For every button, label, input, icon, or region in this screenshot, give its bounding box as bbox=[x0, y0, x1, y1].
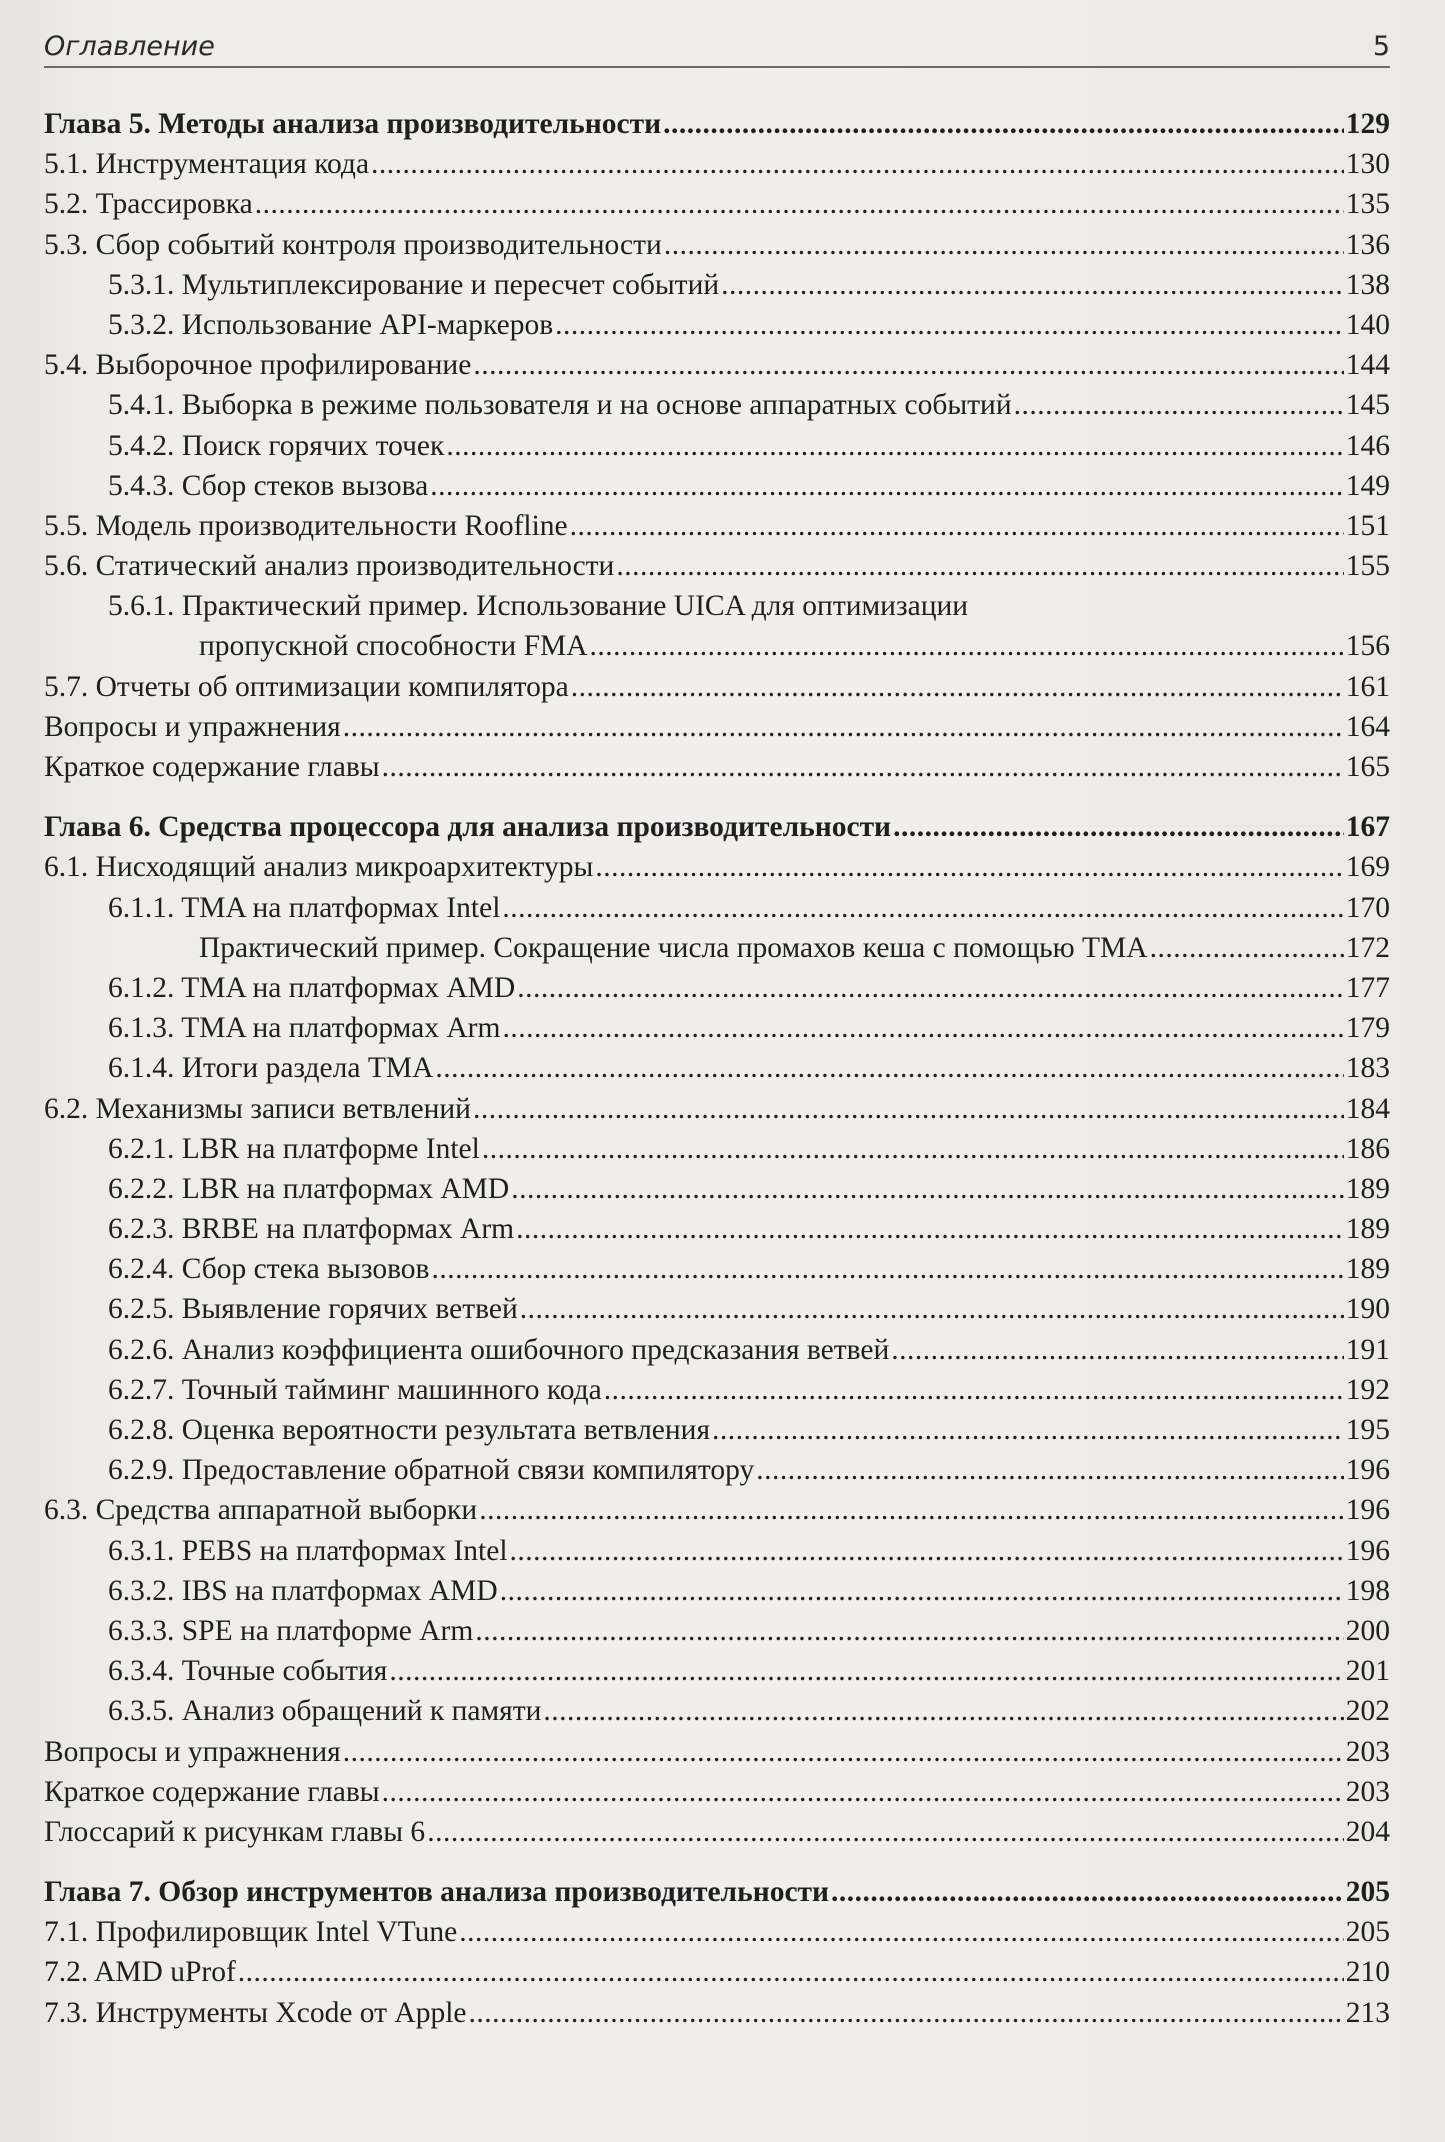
toc-entry-title: Вопросы и упражнения bbox=[44, 710, 341, 743]
toc-entry-title: 5.6. Статический анализ производительности bbox=[44, 550, 615, 583]
toc-entry-title: 6.2.5. Выявление горячих ветвей bbox=[108, 1293, 518, 1326]
toc-leader-dots bbox=[435, 1048, 1343, 1088]
toc-page-number: 130 bbox=[1345, 148, 1390, 181]
toc-entry[interactable] bbox=[44, 546, 1390, 586]
toc-entry-title: 5.4. Выборочное профилирование bbox=[44, 349, 472, 382]
toc-leader-dots bbox=[482, 1129, 1344, 1169]
toc-leader-dots bbox=[891, 1330, 1343, 1370]
toc-leader-dots bbox=[479, 1490, 1344, 1530]
toc-entry[interactable] bbox=[44, 1370, 1390, 1410]
toc-page-number: 189 bbox=[1345, 1172, 1390, 1205]
toc-page-number: 179 bbox=[1345, 1012, 1390, 1045]
toc-entry-title: 7.2. AMD uProf bbox=[44, 1956, 236, 1989]
toc-page-number: 213 bbox=[1345, 1996, 1390, 2029]
toc-leader-dots bbox=[516, 1209, 1344, 1249]
toc-leader-dots bbox=[570, 506, 1344, 546]
toc-page-number: 202 bbox=[1345, 1695, 1390, 1728]
toc-leader-dots bbox=[430, 466, 1343, 506]
toc-page-number: 186 bbox=[1345, 1132, 1390, 1165]
toc-page-number: 196 bbox=[1345, 1454, 1390, 1487]
toc-entry-title: 7.1. Профилировщик Intel VTune bbox=[44, 1916, 458, 1949]
toc-entry[interactable] bbox=[44, 385, 1390, 425]
toc-page-number: 172 bbox=[1345, 931, 1390, 964]
toc-entry-title: 6.1.2. TMA на платформах AMD bbox=[108, 971, 516, 1004]
toc-entry[interactable] bbox=[44, 506, 1390, 546]
toc-entry-title: Краткое содержание главы bbox=[44, 751, 380, 783]
toc-entry[interactable] bbox=[44, 1450, 1390, 1490]
toc-entry[interactable] bbox=[44, 184, 1390, 224]
toc-page-number: 190 bbox=[1345, 1293, 1390, 1326]
toc-leader-dots bbox=[382, 747, 1344, 787]
toc-entry-title: 6.3.4. Точные события bbox=[108, 1655, 388, 1688]
toc-page-number: 195 bbox=[1345, 1414, 1390, 1446]
toc-page-number: 138 bbox=[1345, 268, 1390, 301]
toc-leader-dots bbox=[473, 345, 1343, 385]
toc-entry[interactable] bbox=[44, 265, 1390, 305]
toc-entry[interactable] bbox=[44, 1531, 1390, 1571]
toc-entry-title: 5.7. Отчеты об оптимизации компилятора bbox=[44, 670, 569, 703]
toc-page-number: 144 bbox=[1345, 349, 1390, 382]
toc-entry-title: 5.3. Сбор событий контроля производительности bbox=[44, 228, 662, 261]
toc-entry-title: 6.3. Средства аппаратной выборки bbox=[44, 1494, 478, 1527]
table-of-contents bbox=[44, 104, 1390, 2033]
toc-entry-title: 7.3. Инструменты Xcode от Apple bbox=[44, 1996, 467, 2029]
toc-page-number: 196 bbox=[1345, 1494, 1390, 1527]
toc-entry[interactable] bbox=[44, 847, 1390, 887]
toc-entry-title: 5.2. Трассировка bbox=[44, 188, 253, 221]
toc-leader-dots bbox=[389, 1651, 1343, 1691]
toc-entry-title: Глава 7. Обзор инструментов анализа производительности bbox=[44, 1876, 830, 1909]
toc-page-number: 205 bbox=[1345, 1876, 1390, 1909]
toc-entry[interactable] bbox=[44, 1912, 1390, 1952]
toc-entry[interactable] bbox=[44, 747, 1390, 787]
toc-leader-dots bbox=[500, 1571, 1344, 1611]
toc-page-number: 177 bbox=[1345, 971, 1390, 1004]
toc-entry[interactable] bbox=[44, 1330, 1390, 1370]
toc-entry-title: 6.3.5. Анализ обращений к памяти bbox=[108, 1695, 542, 1728]
toc-entry-title: 5.4.2. Поиск горячих точек bbox=[108, 429, 445, 462]
toc-entry-title: 5.3.2. Использование API-маркеров bbox=[108, 308, 554, 341]
toc-leader-dots bbox=[510, 1531, 1344, 1571]
toc-page-number: 204 bbox=[1345, 1815, 1390, 1848]
toc-leader-dots bbox=[1150, 928, 1344, 968]
toc-entry[interactable] bbox=[44, 586, 1390, 626]
toc-leader-dots bbox=[712, 1410, 1344, 1450]
toc-page-number: 203 bbox=[1345, 1775, 1390, 1808]
toc-entry-title: 6.1.4. Итоги раздела TMA bbox=[108, 1052, 434, 1085]
section-gap bbox=[44, 787, 1390, 807]
toc-entry[interactable] bbox=[44, 1089, 1390, 1129]
toc-leader-dots bbox=[446, 426, 1343, 466]
toc-entry-title: 6.2.3. BRBE на платформах Arm bbox=[108, 1213, 515, 1246]
toc-page-number: 167 bbox=[1345, 811, 1390, 844]
toc-leader-dots bbox=[543, 1691, 1343, 1731]
toc-leader-dots bbox=[371, 144, 1344, 184]
toc-entry[interactable] bbox=[44, 1169, 1390, 1209]
toc-entry[interactable] bbox=[44, 1993, 1390, 2033]
toc-entry-title: 6.1. Нисходящий анализ микроархитектуры bbox=[44, 851, 594, 884]
toc-page-number: 149 bbox=[1345, 469, 1390, 502]
toc-entry[interactable] bbox=[44, 1209, 1390, 1249]
toc-page-number: 189 bbox=[1345, 1213, 1390, 1246]
toc-leader-dots bbox=[590, 626, 1344, 666]
toc-entry[interactable] bbox=[44, 667, 1390, 707]
toc-leader-dots bbox=[1014, 385, 1344, 425]
toc-leader-dots bbox=[721, 265, 1344, 305]
page-header bbox=[44, 26, 1390, 68]
toc-page-number: 196 bbox=[1345, 1534, 1390, 1567]
toc-entry-title: 6.2.6. Анализ коэффициента ошибочного предсказания ветвей bbox=[108, 1333, 890, 1366]
toc-page-number: 145 bbox=[1345, 389, 1390, 422]
toc-entry-title: 5.5. Модель производительности Roofline bbox=[44, 509, 568, 542]
toc-entry-title: 5.4.3. Сбор стеков вызова bbox=[108, 469, 429, 502]
toc-entry[interactable] bbox=[44, 888, 1390, 928]
toc-entry[interactable] bbox=[44, 928, 1390, 968]
toc-page-number: 129 bbox=[1345, 108, 1390, 140]
toc-leader-dots bbox=[520, 1289, 1344, 1329]
toc-entry-title: Практический пример. Сокращение числа промахов кеша с помощью TMA bbox=[199, 931, 1148, 964]
toc-page-number: 151 bbox=[1345, 509, 1390, 542]
toc-leader-dots bbox=[893, 807, 1344, 847]
toc-entry[interactable] bbox=[44, 426, 1390, 466]
toc-entry-title: 5.3.1. Мультиплексирование и пересчет событий bbox=[108, 268, 720, 301]
toc-page-number: 140 bbox=[1345, 308, 1390, 341]
toc-entry[interactable] bbox=[44, 345, 1390, 385]
page-number: 5 bbox=[1372, 31, 1390, 62]
toc-leader-dots bbox=[432, 1249, 1344, 1289]
toc-leader-dots bbox=[756, 1450, 1344, 1490]
toc-entry[interactable] bbox=[44, 1772, 1390, 1812]
toc-entry[interactable] bbox=[44, 707, 1390, 747]
toc-leader-dots bbox=[571, 667, 1344, 707]
toc-entry-title: 5.4.1. Выборка в режиме пользователя и на основе аппаратных событий bbox=[108, 389, 1012, 422]
toc-leader-dots bbox=[427, 1812, 1344, 1852]
toc-page-number: 191 bbox=[1345, 1333, 1390, 1366]
toc-entry-title: 6.3.2. IBS на платформах AMD bbox=[108, 1574, 498, 1607]
toc-page-number: 155 bbox=[1345, 550, 1390, 583]
toc-entry[interactable] bbox=[44, 1048, 1390, 1088]
toc-leader-dots bbox=[459, 1912, 1343, 1952]
toc-entry-title: Глава 5. Методы анализа производительности bbox=[44, 108, 662, 140]
toc-chapter-entry[interactable] bbox=[44, 807, 1390, 847]
toc-entry[interactable] bbox=[44, 1249, 1390, 1289]
toc-entry-title: 5.6.1. Практический пример. Использование UICA для оптимизации bbox=[108, 590, 969, 623]
toc-leader-dots bbox=[595, 847, 1343, 887]
toc-page-number: 169 bbox=[1345, 851, 1390, 884]
toc-leader-dots bbox=[475, 1611, 1343, 1651]
toc-entry-title: 5.1. Инструментация кода bbox=[44, 148, 370, 181]
toc-page-number: 146 bbox=[1345, 429, 1390, 462]
toc-leader-dots bbox=[469, 1993, 1344, 2033]
toc-leader-dots bbox=[664, 225, 1344, 265]
toc-entry[interactable] bbox=[44, 1732, 1390, 1772]
toc-entry[interactable] bbox=[44, 1129, 1390, 1169]
toc-leader-dots bbox=[255, 184, 1344, 224]
toc-entry-title: 6.1.3. TMA на платформах Arm bbox=[108, 1012, 501, 1045]
toc-entry-title: 6.2.2. LBR на платформах AMD bbox=[108, 1172, 510, 1205]
toc-entry-title: 6.2. Механизмы записи ветвлений bbox=[44, 1092, 471, 1125]
toc-leader-dots bbox=[511, 1169, 1344, 1209]
toc-page-number: 170 bbox=[1345, 891, 1390, 924]
toc-entry-title: Глоссарий к рисункам главы 6 bbox=[44, 1815, 426, 1848]
toc-page-number: 210 bbox=[1345, 1956, 1390, 1989]
toc-page-number: 156 bbox=[1345, 630, 1390, 663]
toc-entry[interactable] bbox=[44, 1952, 1390, 1992]
toc-leader-dots bbox=[663, 104, 1344, 144]
toc-leader-dots bbox=[238, 1952, 1344, 1992]
toc-entry[interactable] bbox=[44, 1691, 1390, 1731]
toc-page-number: 183 bbox=[1345, 1052, 1390, 1085]
toc-page-number: 164 bbox=[1345, 710, 1390, 743]
toc-leader-dots bbox=[517, 968, 1344, 1008]
toc-page-number: 189 bbox=[1345, 1253, 1390, 1286]
toc-page-number: 136 bbox=[1345, 228, 1390, 261]
toc-leader-dots bbox=[502, 888, 1343, 928]
toc-entry[interactable] bbox=[44, 626, 1390, 666]
toc-entry[interactable] bbox=[44, 1611, 1390, 1651]
toc-entry[interactable] bbox=[44, 1490, 1390, 1530]
toc-entry[interactable] bbox=[44, 144, 1390, 184]
toc-entry[interactable] bbox=[44, 1410, 1390, 1450]
toc-page-number: 198 bbox=[1345, 1574, 1390, 1607]
toc-leader-dots bbox=[616, 546, 1343, 586]
toc-leader-dots bbox=[502, 1008, 1343, 1048]
toc-leader-dots bbox=[343, 1732, 1344, 1772]
toc-page-number: 165 bbox=[1345, 751, 1390, 783]
toc-entry[interactable] bbox=[44, 466, 1390, 506]
toc-chapter-entry[interactable] bbox=[44, 104, 1390, 144]
toc-leader-dots bbox=[382, 1772, 1344, 1812]
toc-page-number: 184 bbox=[1345, 1092, 1390, 1125]
toc-entry[interactable] bbox=[44, 1008, 1390, 1048]
toc-entry-title: Краткое содержание главы bbox=[44, 1775, 380, 1808]
toc-entry-title: 6.3.1. PEBS на платформах Intel bbox=[108, 1534, 508, 1567]
toc-page-number: 161 bbox=[1345, 670, 1390, 703]
toc-entry-title: 6.3.3. SPE на платформе Arm bbox=[108, 1614, 474, 1647]
toc-entry[interactable] bbox=[44, 968, 1390, 1008]
toc-entry-title: 6.2.9. Предоставление обратной связи компилятору bbox=[108, 1454, 755, 1487]
toc-entry[interactable] bbox=[44, 1289, 1390, 1329]
toc-page-number: 200 bbox=[1345, 1614, 1390, 1647]
toc-entry[interactable] bbox=[44, 1812, 1390, 1852]
toc-entry-title: 6.1.1. TMA на платформах Intel bbox=[108, 891, 501, 924]
toc-page-number: 201 bbox=[1345, 1655, 1390, 1688]
toc-page-number: 135 bbox=[1345, 188, 1390, 221]
toc-entry-title: 6.2.1. LBR на платформе Intel bbox=[108, 1132, 480, 1165]
toc-leader-dots bbox=[555, 305, 1344, 345]
toc-entry-title: 6.2.4. Сбор стека вызовов bbox=[108, 1253, 430, 1286]
toc-entry[interactable] bbox=[44, 1571, 1390, 1611]
toc-leader-dots bbox=[831, 1872, 1344, 1912]
toc-entry[interactable] bbox=[44, 225, 1390, 265]
toc-entry[interactable] bbox=[44, 1651, 1390, 1691]
toc-page-number: 192 bbox=[1345, 1373, 1390, 1406]
toc-chapter-entry[interactable] bbox=[44, 1872, 1390, 1912]
toc-entry[interactable] bbox=[44, 305, 1390, 345]
toc-leader-dots bbox=[473, 1089, 1344, 1129]
toc-page-number: 203 bbox=[1345, 1735, 1390, 1768]
toc-entry-title: Глава 6. Средства процессора для анализа производительности bbox=[44, 811, 892, 844]
toc-page-number: 205 bbox=[1345, 1916, 1390, 1949]
toc-entry-title: 6.2.8. Оценка вероятности результата ветвления bbox=[108, 1414, 711, 1446]
toc-entry-title: Вопросы и упражнения bbox=[44, 1735, 341, 1768]
toc-entry-title: пропускной способности FMA bbox=[199, 630, 588, 663]
section-gap bbox=[44, 1852, 1390, 1872]
toc-leader-dots bbox=[604, 1370, 1344, 1410]
running-title: Оглавление bbox=[44, 31, 215, 62]
toc-entry-title: 6.2.7. Точный тайминг машинного кода bbox=[108, 1373, 602, 1406]
toc-leader-dots bbox=[343, 707, 1344, 747]
